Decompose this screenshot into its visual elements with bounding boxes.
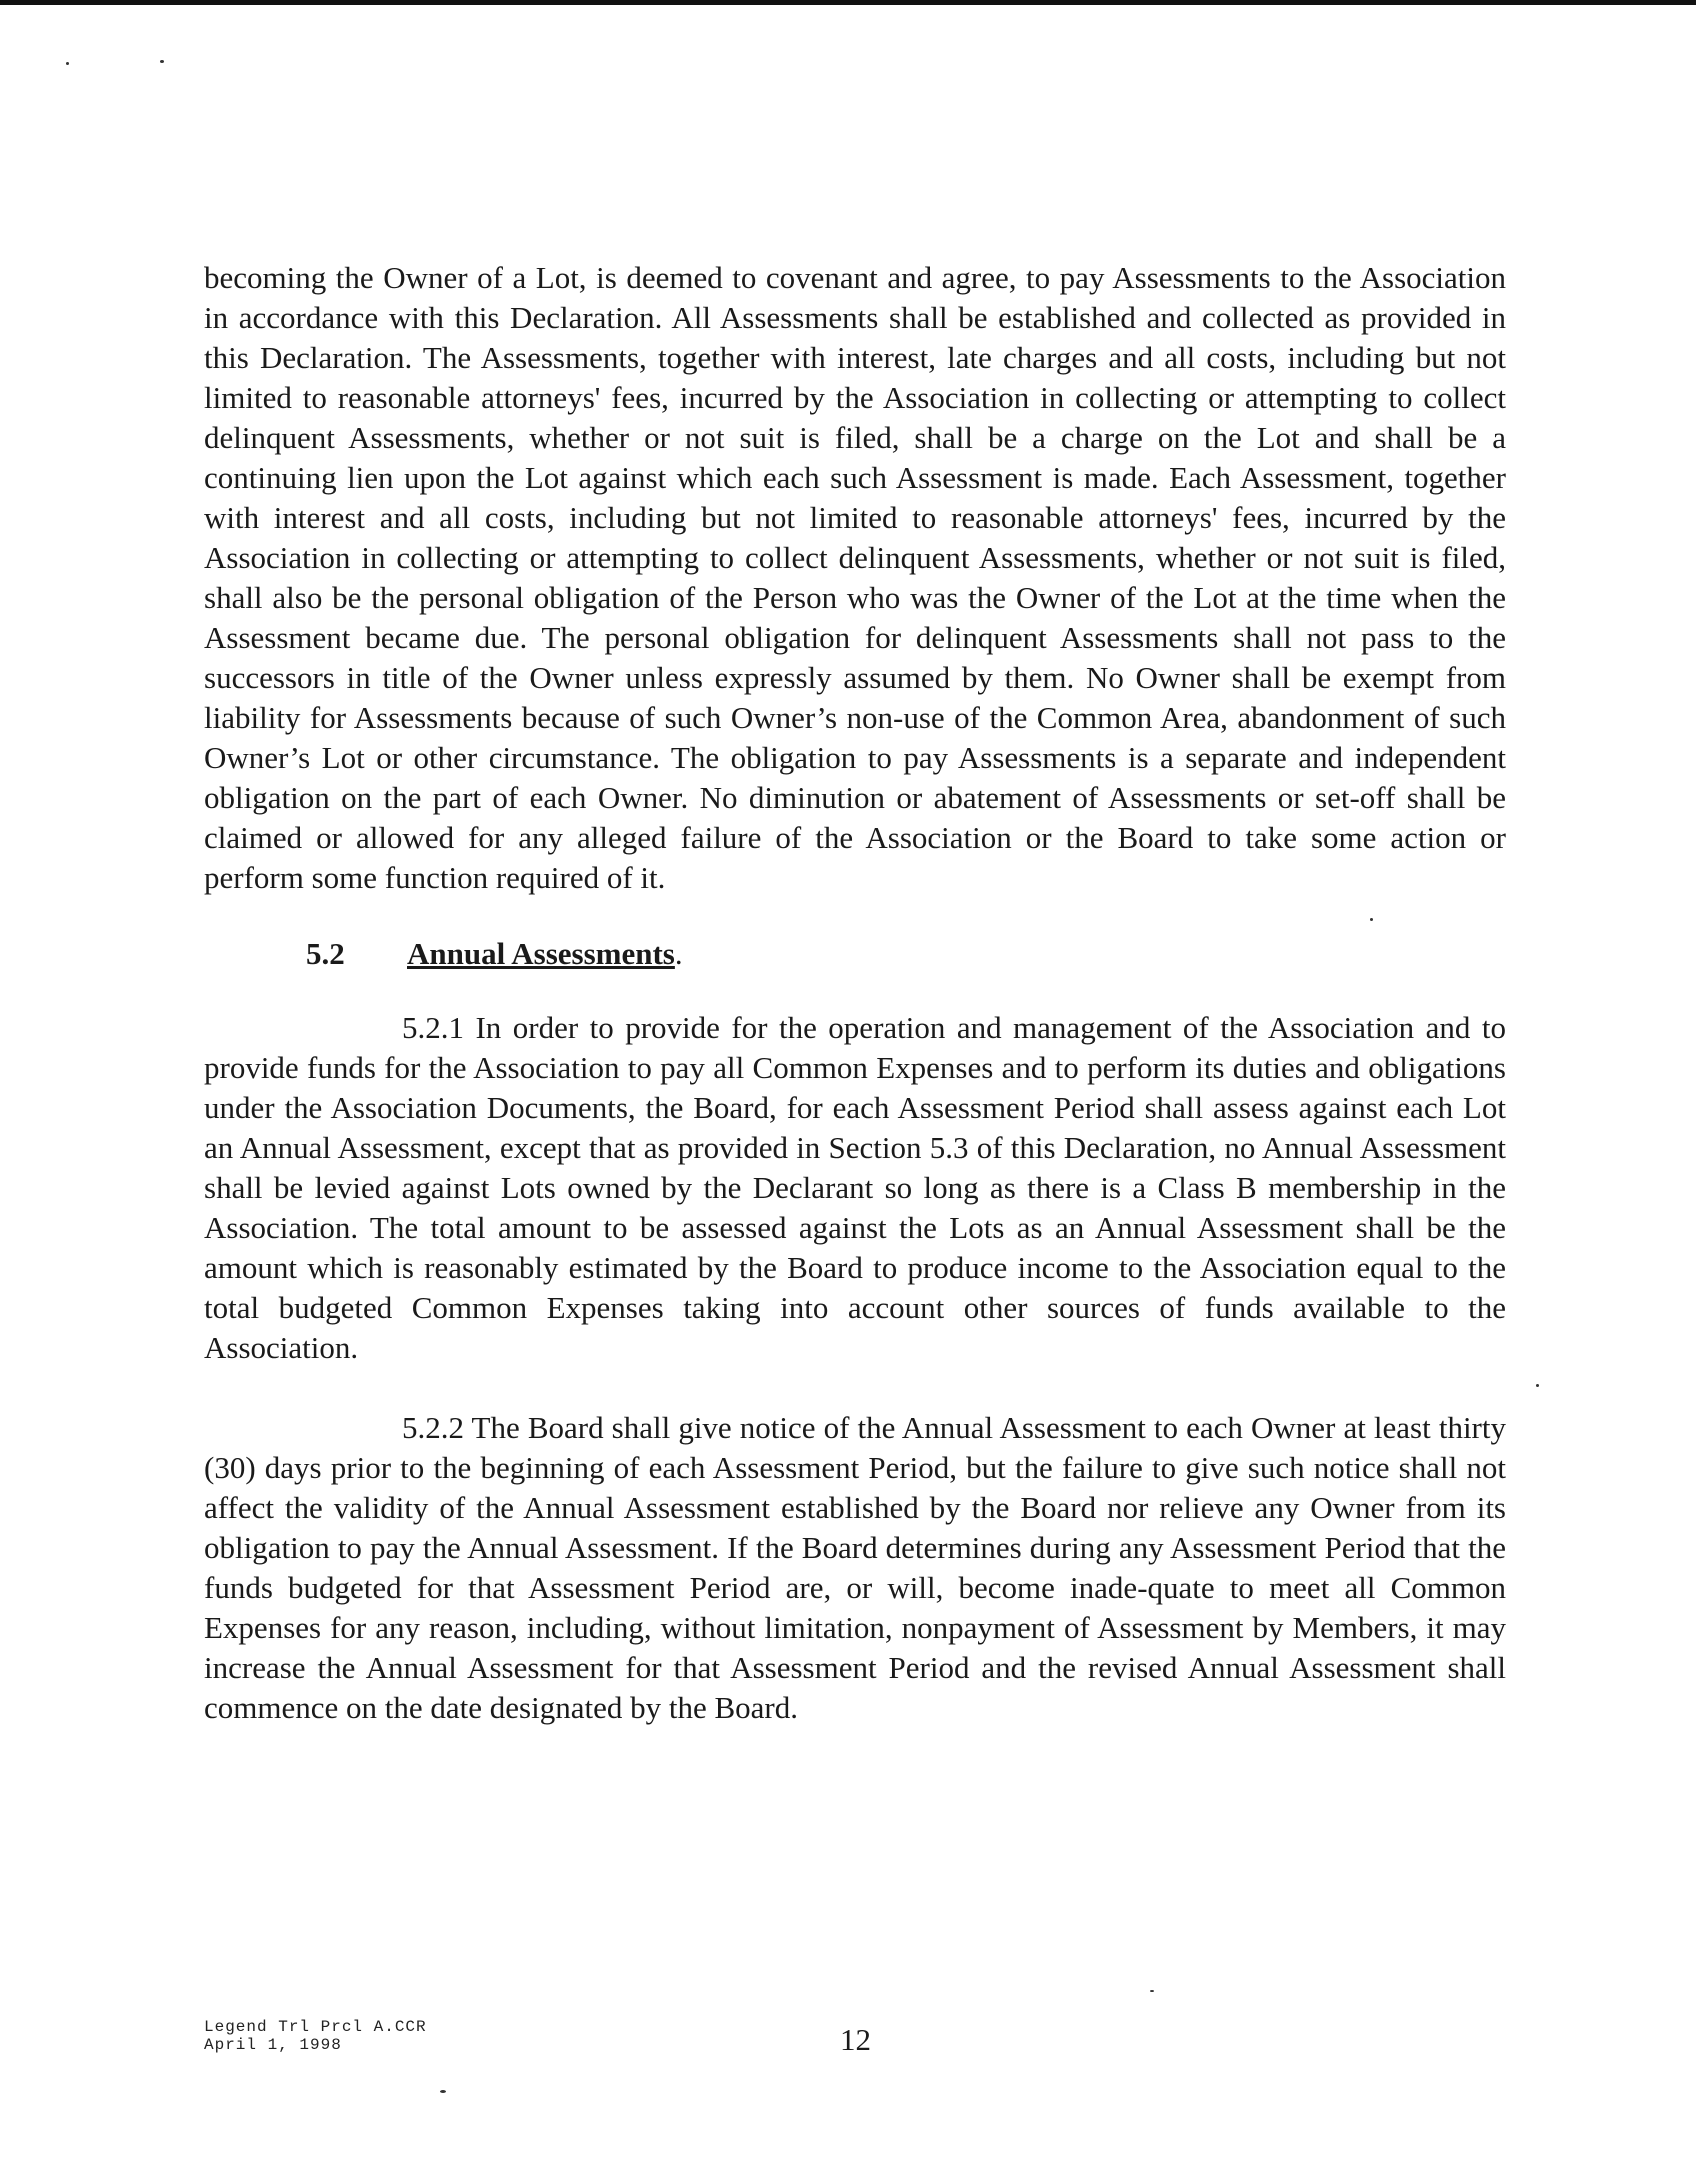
paragraph-5-2-1: 5.2.1 In order to provide for the operation and management of the Association and to provide funds for the Association to pay all Common Expenses and to perform its duties and obligations under the Association Documents, the Board, for each Assessment Period shall assess against each Lot an Annual Assessment, except that as provided in Section 5.3 of this Declaration, no Annual Assessment shall be levied against Lots owned by the Declarant so long as there is a Class B membership in the Association. The total amount to be assessed against the Lots as an Annual Assessment shall be the amount which is reasonably estimated by the Board to produce income to the Association equal to the total budgeted Common Expenses taking into account other sources of funds available to the Association. bbox=[204, 1010, 1506, 1365]
section-title: Annual Assessments bbox=[407, 936, 675, 971]
document-page-body bbox=[204, 258, 1506, 1728]
paragraph-5-2-2: 5.2.2 The Board shall give notice of the Annual Assessment to each Owner at least thirty (30) days prior to the beginning of each Assessment Period, but the failure to give such notice shall not affect the validity of the Annual Assessment established by the Board nor relieve any Owner from its obligation to pay the Annual Assessment. If the Board determines during any Assessment Period that the funds budgeted for that Assessment Period are, or will, become inade-quate to meet all Common Expenses for any reason, including, without limitation, nonpayment of Assessment by Members, it may increase the Annual Assessment for that Assessment Period and the revised Annual Assessment shall commence on the date designated by the Board. bbox=[204, 1410, 1506, 1725]
section-number: 5.2 bbox=[306, 936, 345, 971]
scan-speck bbox=[1150, 1990, 1154, 1992]
scan-speck bbox=[440, 2090, 446, 2093]
footer-doc-name: Legend Trl Prcl A.CCR bbox=[204, 2018, 427, 2036]
scan-speck bbox=[160, 60, 164, 63]
section-heading bbox=[204, 934, 1506, 974]
footer-document-id bbox=[204, 2018, 427, 2054]
scan-top-border bbox=[0, 0, 1696, 5]
section-title-period: . bbox=[674, 936, 683, 971]
intro-paragraph: becoming the Owner of a Lot, is deemed to covenant and agree, to pay Assessments to the Association in accordance with this Declaration. All Assessments shall be established and collected as provided in this Declaration. The Assessments, together with interest, late charges and all costs, including but not limited to reasonable attorneys' fees, incurred by the Association in collecting or attempting to collect delinquent Assessments, whether or not suit is filed, shall be a charge on the Lot and shall be a continuing lien upon the Lot against which each such Assessment is made. Each Assessment, together with interest and all costs, including but not limited to reasonable attorneys' fees, incurred by the Association in collecting or attempting to collect delinquent Assessments, whether or not suit is filed, shall also be the personal obligation of the Person who was the Owner of the Lot at the time when the Assessment became due. The personal obligation for delinquent Assessments shall not pass to the successors in title of the Owner unless expressly assumed by them. No Owner shall be exempt from liability for Assessments because of such Owner’s non-use of the Common Area, abandonment of such Owner’s Lot or other circumstance. The obligation to pay Assessments is a separate and independent obligation on the part of each Owner. No diminution or abatement of Assessments or set-off shall be claimed or allowed for any alleged failure of the Association or the Board to take some action or perform some function required of it. bbox=[204, 260, 1506, 895]
footer-doc-date: April 1, 1998 bbox=[204, 2036, 342, 2054]
page-number: 12 bbox=[840, 2022, 871, 2057]
scan-speck bbox=[66, 62, 69, 65]
scan-speck bbox=[1536, 1384, 1539, 1387]
